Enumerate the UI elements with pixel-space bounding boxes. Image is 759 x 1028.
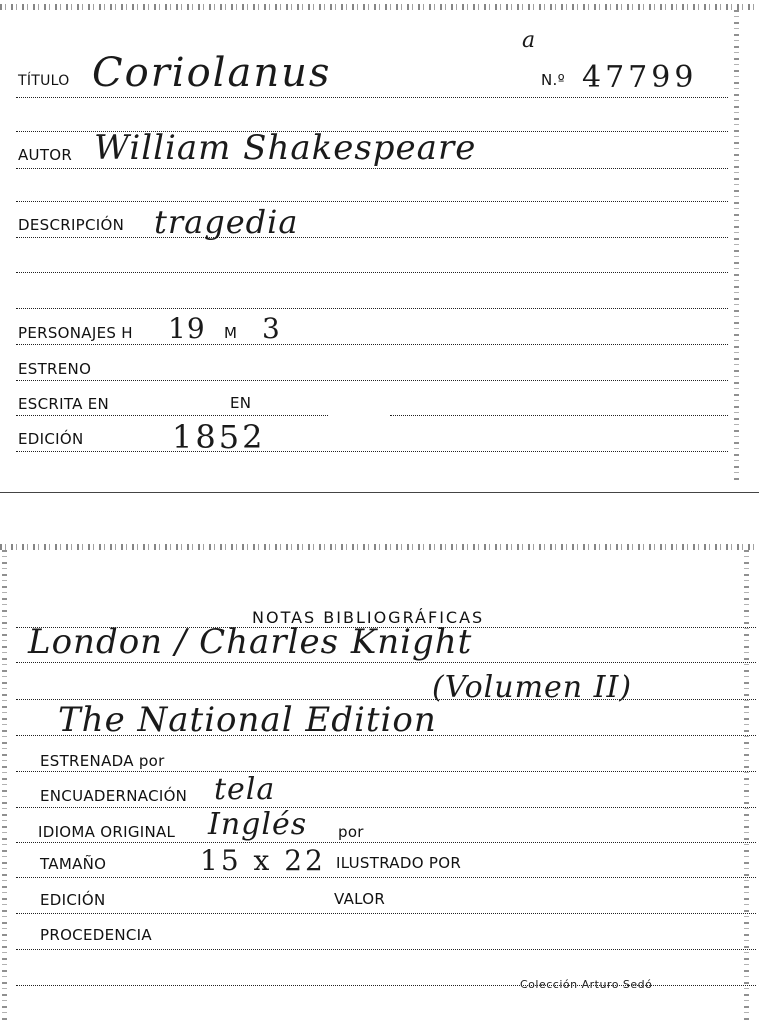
card-separator (0, 492, 759, 493)
estrenada-label: ESTRENADA por (40, 752, 165, 770)
notas-header: NOTAS BIBLIOGRÁFICAS (252, 608, 485, 627)
notes-line2: The National Edition (58, 700, 437, 740)
numero-value: 47799 (582, 60, 698, 95)
card-edge-texture-right (734, 10, 739, 480)
notes-line1: London / Charles Knight (28, 622, 473, 662)
encuadernacion-value: tela (214, 772, 276, 807)
card-edge-texture (0, 4, 759, 10)
collection-credit: Colección Arturo Sedó (520, 978, 653, 991)
valor-label: VALOR (334, 890, 386, 908)
idioma-por-label: por (338, 823, 364, 841)
personajes-label: PERSONAJES H (18, 324, 133, 342)
escrita-label: ESCRITA EN (18, 395, 110, 413)
titulo-value: Coriolanus (92, 50, 332, 96)
personajes-h-value: 19 (168, 312, 206, 345)
numero-label: N.º (541, 71, 565, 89)
catalog-card-back (0, 540, 759, 1028)
descripcion-value: tragedia (154, 203, 299, 241)
tamano-value: 15 x 22 (200, 844, 326, 877)
escrita-en-label: EN (230, 394, 252, 412)
edicion-value: 1852 (172, 418, 266, 456)
card-edge-texture-left (2, 550, 7, 1020)
catalog-card-front (0, 0, 759, 495)
edicion-label: EDICIÓN (18, 430, 84, 448)
titulo-label: TÍTULO (18, 73, 70, 89)
card-edge-texture (0, 544, 759, 550)
autor-label: AUTOR (18, 146, 73, 164)
idioma-label: IDIOMA ORIGINAL (38, 823, 176, 841)
ilustrado-label: ILUSTRADO POR (336, 854, 462, 872)
personajes-m-label: M (224, 324, 238, 342)
notes-volume: (Volumen II) (432, 670, 633, 705)
idioma-value: Inglés (208, 807, 308, 842)
estreno-label: ESTRENO (18, 360, 92, 378)
numero-mark: a (522, 28, 537, 53)
autor-value: William Shakespeare (94, 128, 477, 168)
edicion-back-label: EDICIÓN (40, 891, 106, 909)
descripcion-label: DESCRIPCIÓN (18, 216, 125, 234)
procedencia-label: PROCEDENCIA (40, 926, 152, 944)
personajes-m-value: 3 (262, 312, 281, 345)
encuadernacion-label: ENCUADERNACIÓN (40, 787, 188, 805)
tamano-label: TAMAÑO (40, 855, 107, 873)
